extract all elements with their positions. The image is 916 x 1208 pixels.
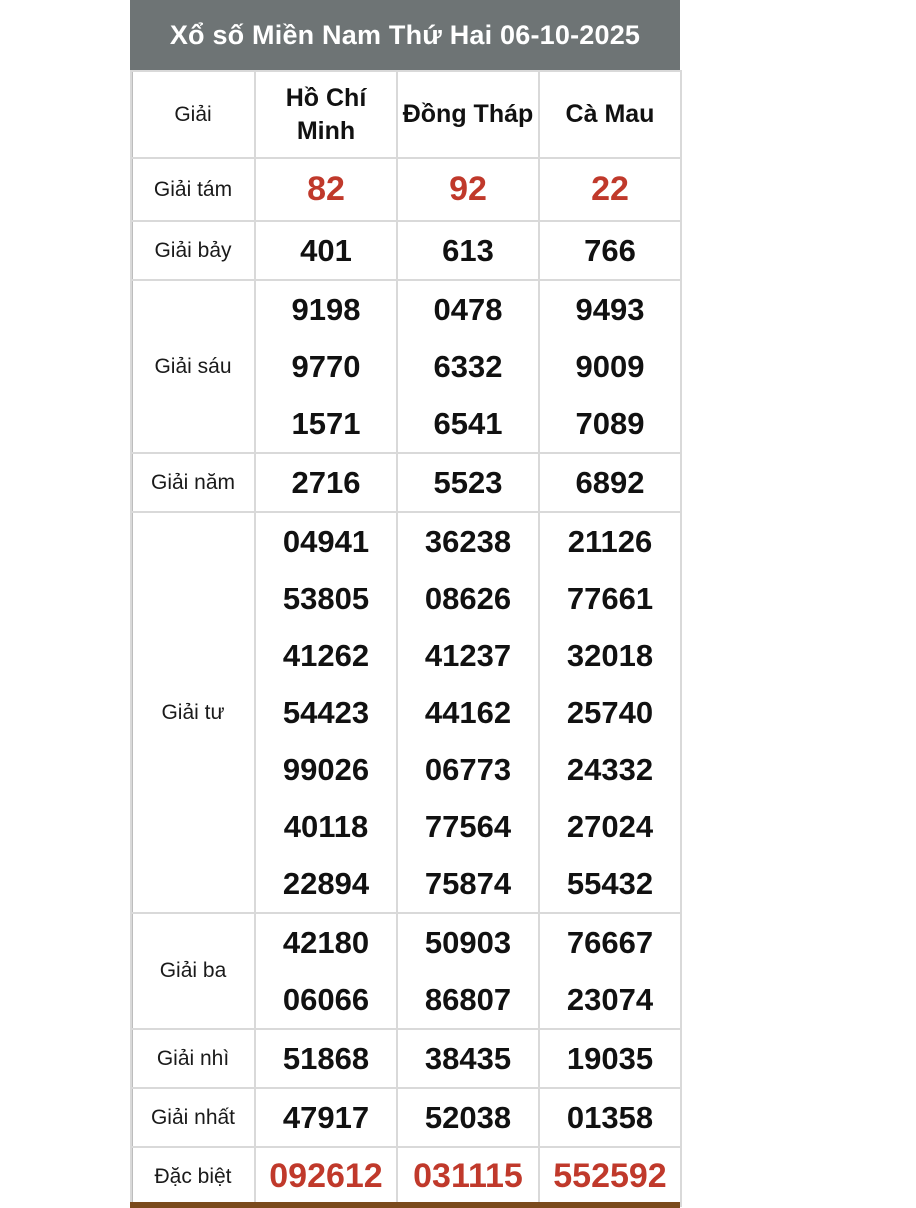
result-cell xyxy=(539,221,681,280)
result-cell xyxy=(397,1029,539,1088)
result-number: 24332 xyxy=(566,752,654,787)
result-number: 77564 xyxy=(424,809,512,844)
result-cell xyxy=(539,1147,681,1206)
result-cell xyxy=(255,1147,397,1206)
result-cell xyxy=(397,158,539,221)
lottery-results-card xyxy=(130,0,680,1208)
result-number: 53805 xyxy=(282,581,370,616)
prize-row xyxy=(131,453,681,512)
result-cell xyxy=(397,280,539,453)
result-number: 04941 xyxy=(282,524,370,559)
result-number: 32018 xyxy=(566,638,654,673)
result-cell xyxy=(255,1029,397,1088)
province-name: Đồng Tháp xyxy=(402,100,534,128)
result-number: 2716 xyxy=(291,465,361,500)
result-cell xyxy=(397,1088,539,1147)
prize-row xyxy=(131,221,681,280)
prize-row xyxy=(131,1088,681,1147)
result-cell xyxy=(255,913,397,1029)
result-number: 47917 xyxy=(282,1100,370,1135)
prize-name: Giải ba xyxy=(131,913,255,1029)
result-number: 54423 xyxy=(282,695,370,730)
result-cell xyxy=(397,1147,539,1206)
result-cell xyxy=(255,1088,397,1147)
result-number: 613 xyxy=(442,233,494,268)
result-cell xyxy=(255,512,397,913)
prize-name: Giải năm xyxy=(131,453,255,512)
result-cell xyxy=(255,280,397,453)
result-number: 552592 xyxy=(553,1157,667,1195)
bottom-accent-bar xyxy=(130,1202,680,1208)
result-number: 5523 xyxy=(433,465,503,500)
result-number: 9198 xyxy=(291,292,361,327)
result-cell xyxy=(255,453,397,512)
result-number: 50903 xyxy=(424,925,512,960)
prize-name: Giải sáu xyxy=(131,280,255,453)
result-cell xyxy=(539,512,681,913)
prize-name: Giải nhất xyxy=(131,1088,255,1147)
prize-name: Giải nhì xyxy=(131,1029,255,1088)
province-header xyxy=(255,71,397,158)
result-number: 55432 xyxy=(566,866,654,901)
result-number: 40118 xyxy=(283,809,369,844)
result-number: 092612 xyxy=(269,1157,383,1195)
prize-row xyxy=(131,1029,681,1088)
result-number: 6892 xyxy=(575,465,645,500)
header-row xyxy=(131,71,681,158)
prize-row xyxy=(131,1147,681,1206)
prize-name: Giải tư xyxy=(131,512,255,913)
result-number: 21126 xyxy=(567,524,653,559)
result-number: 27024 xyxy=(566,809,654,844)
province-header xyxy=(397,71,539,158)
prize-name: Giải bảy xyxy=(131,221,255,280)
result-cell xyxy=(539,158,681,221)
results-title: Xổ số Miền Nam Thứ Hai 06-10-2025 xyxy=(130,0,680,70)
prize-column-header: Giải xyxy=(131,71,255,158)
result-number: 031115 xyxy=(413,1157,523,1195)
result-number: 36238 xyxy=(424,524,512,559)
prize-row xyxy=(131,512,681,913)
result-number: 77661 xyxy=(566,581,654,616)
result-number: 08626 xyxy=(424,581,512,616)
prize-name: Giải tám xyxy=(131,158,255,221)
result-number: 22 xyxy=(591,170,629,208)
prize-row xyxy=(131,913,681,1029)
result-number: 92 xyxy=(449,170,487,208)
result-cell xyxy=(397,221,539,280)
result-number: 25740 xyxy=(566,695,654,730)
province-header xyxy=(539,71,681,158)
result-number: 6332 xyxy=(433,349,503,384)
result-number: 0478 xyxy=(433,292,503,327)
result-number: 41262 xyxy=(282,638,370,673)
result-cell xyxy=(539,1029,681,1088)
result-number: 86807 xyxy=(424,982,512,1017)
result-cell xyxy=(539,913,681,1029)
prize-row xyxy=(131,280,681,453)
result-number: 38435 xyxy=(424,1041,512,1076)
result-number: 44162 xyxy=(424,695,512,730)
result-cell xyxy=(255,158,397,221)
province-name: Hồ Chí Minh xyxy=(285,83,367,145)
result-number: 76667 xyxy=(566,925,654,960)
result-cell xyxy=(539,1088,681,1147)
province-name: Cà Mau xyxy=(565,100,655,128)
result-cell xyxy=(397,913,539,1029)
result-number: 75874 xyxy=(424,866,512,901)
result-cell xyxy=(397,453,539,512)
result-number: 82 xyxy=(307,170,345,208)
result-number: 52038 xyxy=(424,1100,512,1135)
result-number: 06066 xyxy=(282,982,370,1017)
result-number: 1571 xyxy=(291,406,361,441)
result-cell xyxy=(255,221,397,280)
result-number: 19035 xyxy=(566,1041,654,1076)
result-number: 41237 xyxy=(424,638,512,673)
result-cell xyxy=(539,280,681,453)
result-number: 9009 xyxy=(575,349,645,384)
result-number: 51868 xyxy=(282,1041,370,1076)
prize-row xyxy=(131,158,681,221)
result-number: 9770 xyxy=(291,349,361,384)
result-cell xyxy=(539,453,681,512)
results-table-body xyxy=(131,71,681,1206)
result-number: 23074 xyxy=(566,982,654,1017)
result-number: 22894 xyxy=(282,866,370,901)
result-number: 01358 xyxy=(566,1100,654,1135)
result-number: 42180 xyxy=(282,925,370,960)
result-number: 9493 xyxy=(575,292,645,327)
results-table xyxy=(130,70,682,1207)
result-number: 99026 xyxy=(282,752,370,787)
result-cell xyxy=(397,512,539,913)
prize-name: Đặc biệt xyxy=(131,1147,255,1206)
result-number: 401 xyxy=(300,233,352,268)
result-number: 766 xyxy=(584,233,636,268)
result-number: 06773 xyxy=(424,752,512,787)
result-number: 6541 xyxy=(433,406,503,441)
result-number: 7089 xyxy=(575,406,645,441)
